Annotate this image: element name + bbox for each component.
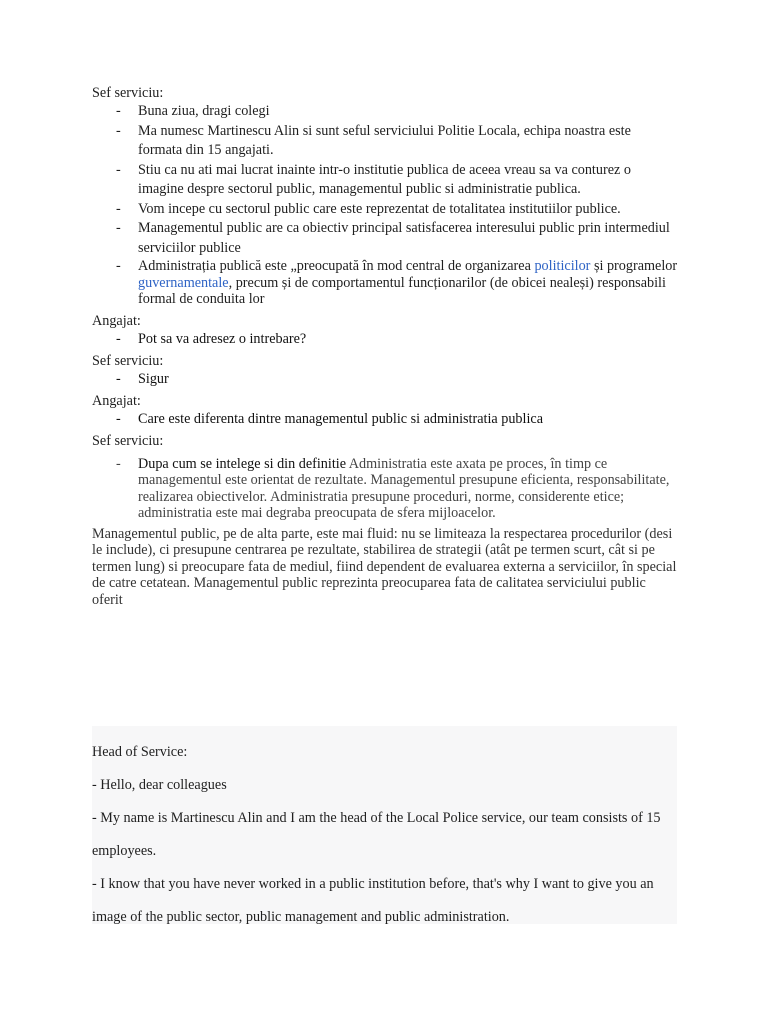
translation-line: - I know that you have never worked in a public institution before, that's why I want to give you an image of the public sector, public management and public administration. [92,876,654,925]
list-item: - Vom incepe cu sectorul public care este reprezentat de totalitatea institutiilor publice. [92,200,678,220]
answer-list [92,456,678,522]
question-list [92,410,678,428]
translation-line: - Hello, dear colleagues [92,777,227,793]
translation-line: - My name is Martinescu Alin and I am the head of the Local Police service, our team consists of 15 employees. [92,810,661,859]
management-paragraph: Managementul public, pe de alta parte, este mai fluid: nu se limiteaza la respectarea procedurilor (desi le include), ci presupune centrarea pe rezultate, stabilirea de strategii (atât pe termen scurt, cât si pe termen lung) si preocupare fata de mediul, fiind dependent de evaluarea externa a serviciilor, în special de catre cetatean. Managementul public reprezinta preocuparea fata de calitatea serviciului public oferit [92,525,677,608]
link-guvernamentale[interactable]: guvernamentale [138,274,229,291]
list-item: - Buna ziua, dragi colegi [92,102,678,122]
admin-text-1: Administrația publică este „preocupată în mod central de organizarea [138,258,535,274]
list-item: - Ma numesc Martinescu Alin si sunt seful serviciului Politie Locala, echipa noastra este formata din 15 angajati. [92,122,678,161]
admin-definition-list [92,258,678,308]
intro-list [92,102,678,258]
speaker-label-head: Sef serviciu: [92,352,164,369]
romanian-dialogue [92,84,678,608]
list-item-admin-definition [92,258,678,308]
translation-speaker: Head of Service: [92,744,188,760]
list-item-answer [92,456,678,522]
question-list [92,330,678,348]
list-item: - Stiu ca nu ati mai lucrat inainte intr-o institutie publica de aceea vreau sa va conturez o imagine despre sectorul public, managementul public si administratie publica. [92,161,678,200]
admin-text-3: , precum și de comportamentul funcționarilor (de obicei nealeși) responsabili formal de conduita lor [138,274,666,307]
list-item-question: - Pot sa va adresez o intrebare? [92,330,678,348]
admin-text-2: și programelor [590,258,678,274]
answer-lead: Dupa cum se intelege si din definitie [138,455,347,472]
list-item: - Managementul public are ca obiectiv principal satisfacerea interesului public prin intermediul serviciilor publice [92,219,678,258]
list-item-question: - Care este diferenta dintre managementul public si administratia publica [92,410,678,428]
answer-rest: Administratia este axata pe proces, în timp ce managementul este orientat de rezultate. Managementul presupune eficienta, responsabilitate, realizarea obiectivelor. Administratia presupune proceduri, norme, considerente etice; administratia este mai degraba preocupata de sfera mijloacelor. [138,455,670,521]
list-item-answer: - Sigur [92,370,678,388]
speaker-label-head: Sef serviciu: [92,85,164,101]
translation-block [92,726,677,924]
answer-list [92,370,678,388]
speaker-label-employee: Angajat: [92,392,141,409]
speaker-label-head: Sef serviciu: [92,432,164,449]
speaker-label-employee: Angajat: [92,312,141,329]
link-politicilor[interactable]: politicilor [534,258,591,274]
